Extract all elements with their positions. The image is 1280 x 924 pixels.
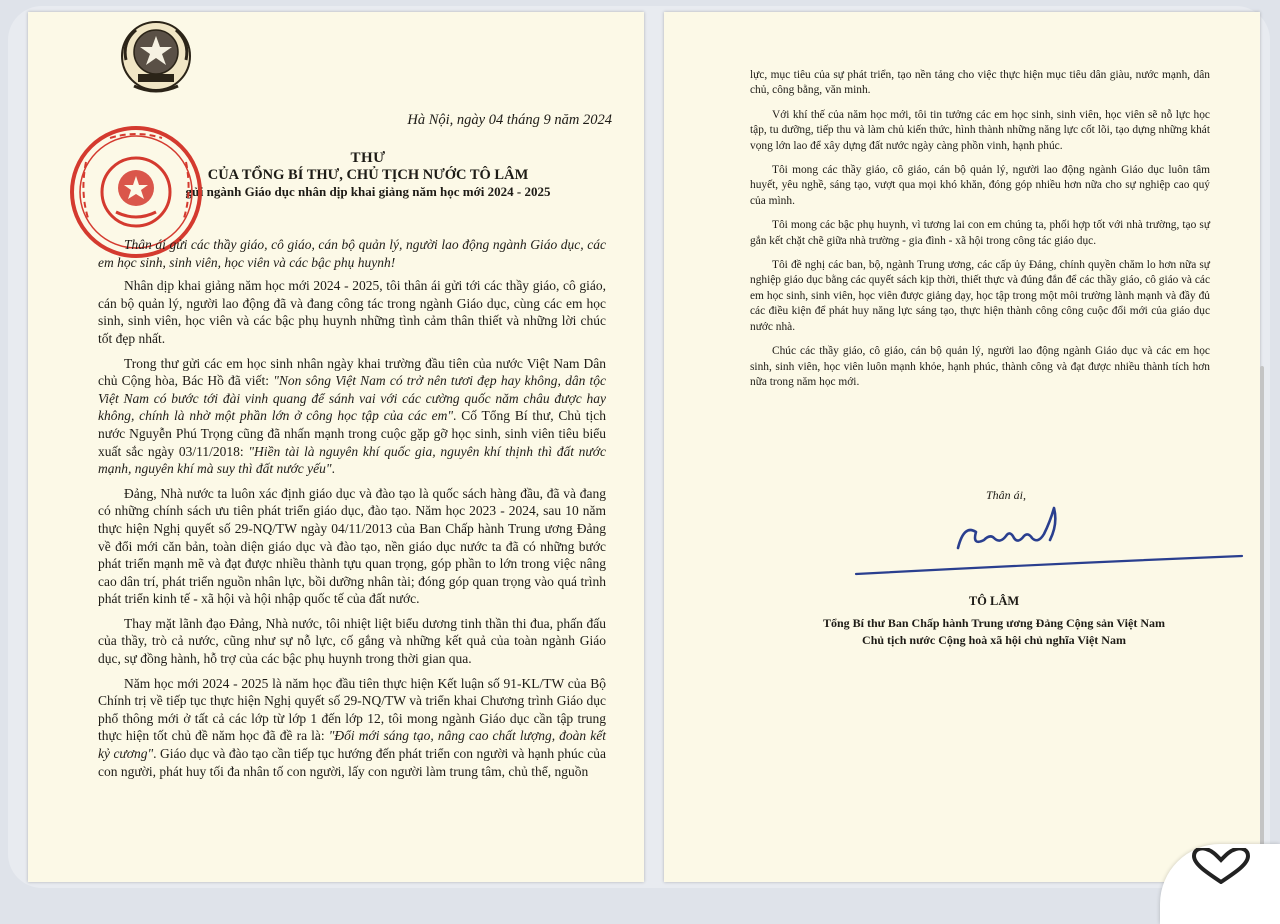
paragraph-8: Tôi mong các bậc phụ huynh, vì tương lai con em chúng ta, phối hợp tốt với nhà trường, tạo sự gắn kết chặt chẽ giữa nhà trường - gia đình - xã hội trong công tác giáo dục. xyxy=(750,219,1210,247)
paragraph-2 xyxy=(98,355,606,478)
paragraph-4: Thay mặt lãnh đạo Đảng, Nhà nước, tôi nhiệt liệt biểu dương tinh thần thi đua, phấn đấu của thầy, trò cả nước, cũng như sự nỗ lực, cố gắng và những kết quả của toàn ngành Giáo dục, sự đồng hành, hỗ trợ của các bậc phụ huynh trong thời gian qua. xyxy=(98,615,606,667)
ho-chi-minh-quote: "Non sông Việt Nam có trở nên tươi đẹp hay không, dân tộc Việt Nam có bước tới đài vinh quang để sánh vai với các cường quốc năm châu được hay không, chính là nhờ một phần lớn ở công học tập của các em" xyxy=(98,373,607,424)
paragraph-2-text-a: Trong thư gửi các em học sinh nhân ngày khai trường đầu tiên của nước Việt Nam Dân chủ Cộng hòa, Bác Hồ đã viết: xyxy=(98,355,606,389)
letter-page-1 xyxy=(28,12,644,882)
paragraph-2-text-b: . Cố Tổng Bí thư, Chủ tịch nước Nguyễn Phú Trọng cũng đã nhấn mạnh trong cuộc gặp gỡ học sinh, sinh viên tiêu biểu xuất sắc ngày 03/11/2018: xyxy=(98,408,606,459)
school-year-theme-quote: "Đổi mới sáng tạo, nâng cao chất lượng, đoàn kết kỷ cương" xyxy=(98,728,606,762)
heart-icon xyxy=(1186,848,1256,884)
paragraph-5-text-a: Năm học mới 2024 - 2025 là năm học đầu tiên thực hiện Kết luận số 91-KL/TW của Bộ Chính trị về tiếp tục thực hiện Nghị quyết số 29-NQ/TW và triển khai Chương trình Giáo dục phổ thông mới ở tất cả các lớp từ lớp 1 đến lớp 12, tôi mong ngành Giáo dục cần tập trung thực hiện tốt chủ đề năm học đã đề ra là: xyxy=(98,675,606,744)
national-emblem-icon xyxy=(112,16,200,100)
letter-page-2 xyxy=(664,12,1260,882)
paragraph-5-continued: lực, mục tiêu của sự phát triển, tạo nền tảng cho việc thực hiện mục tiêu dân giàu, nước mạnh, dân chủ, công bằng, văn minh. xyxy=(750,69,1210,97)
signature-flourish-line xyxy=(854,552,1244,578)
letter-closing: Thân ái, xyxy=(986,488,1027,502)
letter-subject-line: gửi ngành Giáo dục nhân dịp khai giảng năm học mới 2024 - 2025 xyxy=(185,184,551,199)
paragraph-9: Tôi đề nghị các ban, bộ, ngành Trung ương, các cấp ủy Đảng, chính quyền chăm lo hơn nữa sự nghiệp giáo dục bằng các quyết sách kịp thời, thiết thực và đúng đắn để các thầy giáo, cô giáo và các em học sinh, sinh viên, học viên được giảng dạy, học tập trong một môi trường lành mạnh và đầy đủ các điều kiện để phát huy năng lực sáng tạo, thực hiện thành công công cuộc đổi mới của giáo dục nước nhà. xyxy=(750,259,1210,333)
paragraph-5 xyxy=(98,675,606,781)
signer-title-state: Chủ tịch nước Cộng hoà xã hội chủ nghĩa Việt Nam xyxy=(862,633,1126,647)
handwritten-signature xyxy=(950,494,1070,556)
signer-title-party: Tổng Bí thư Ban Chấp hành Trung ương Đảng Cộng sản Việt Nam xyxy=(822,616,1166,630)
viewer-frame xyxy=(8,6,1270,888)
paragraph-10: Chúc các thầy giáo, cô giáo, cán bộ quản lý, người lao động ngành Giáo dục và các em học sinh, sinh viên, học viên luôn mạnh khỏe, hạnh phúc, thành công và đạt được nhiều thành tích hơn nữa trong năm học mới. xyxy=(750,345,1210,388)
paragraph-5-text-b: . Giáo dục và đào tạo cần tiếp tục hướng đến phát triển con người và hạnh phúc của con người, phát huy tối đa nhân tố con người, lấy con người làm trung tâm, chủ thể, nguồn xyxy=(98,746,606,779)
signer-block xyxy=(774,594,1214,649)
signer-name: TÔ LÂM xyxy=(968,594,1020,608)
letter-body-page-1 xyxy=(98,236,606,787)
paragraph-7: Tôi mong các thầy giáo, cô giáo, cán bộ quản lý, người lao động ngành Giáo dục luôn tâm huyết, yêu nghề, sáng tạo, vượt qua mọi khó khăn, đóng góp nhiều hơn nữa cho sự nghiệp cao quý của mình. xyxy=(750,164,1210,207)
letter-title: THƯ xyxy=(350,150,386,166)
paragraph-2-text-c: . xyxy=(331,461,335,477)
scrollbar[interactable] xyxy=(1260,366,1264,886)
letter-body-page-2 xyxy=(750,68,1210,399)
letter-date: Hà Nội, ngày 04 tháng 9 năm 2024 xyxy=(407,112,612,128)
paragraph-6: Với khí thế của năm học mới, tôi tin tưởng các em học sinh, sinh viên, học viên sẽ nỗ lực học tập, tu dưỡng, tiếp thu và làm chủ kiến thức, hình thành những năng lực cốt lõi, tạo dựng những khát vọng lớn lao để xây dựng đất nước ngày càng phồn vinh, hạnh phúc. xyxy=(750,108,1210,152)
paragraph-1: Nhân dịp khai giảng năm học mới 2024 - 2025, tôi thân ái gửi tới các thầy giáo, cô giáo, cán bộ quản lý, người lao động đã và đang công tác trong ngành Giáo dục, cùng các em học sinh, sinh viên, học viên và các bậc phụ huynh những tình cảm thân thiết và những lời chúc tốt đẹp nhất. xyxy=(98,278,606,346)
nguyen-phu-trong-quote: "Hiền tài là nguyên khí quốc gia, nguyên khí thịnh thì đất nước mạnh, nguyên khí mà suy thì đất nước yếu" xyxy=(98,443,606,477)
letter-author-line: CỦA TỔNG BÍ THƯ, CHỦ TỊCH NƯỚC TÔ LÂM xyxy=(207,167,529,183)
letter-heading xyxy=(148,150,588,200)
letter-greeting: Thân ái gửi các thầy giáo, cô giáo, cán bộ quản lý, người lao động ngành Giáo dục, các em học sinh, sinh viên, học viên và các bậc phụ huynh! xyxy=(98,237,606,270)
paragraph-3: Đảng, Nhà nước ta luôn xác định giáo dục và đào tạo là quốc sách hàng đầu, đã và đang có những chính sách ưu tiên phát triển giáo dục, đào tạo. Năm học 2023 - 2024, sau 10 năm thực hiện Nghị quyết số 29-NQ/TW ngày 04/11/2013 của Ban Chấp hành Trung ương Đảng về đổi mới căn bản, toàn diện giáo dục và đào tạo, nền giáo dục nước ta đã có những bước phát triển mạnh mẽ và đạt được nhiều thành tựu quan trọng, góp phần to lớn trong việc nâng cao dân trí, phát triển nguồn nhân lực, bồi dưỡng nhân tài; đóng góp quan trọng vào quá trình phát triển kinh tế - xã hội và hội nhập quốc tế của đất nước. xyxy=(98,485,606,607)
